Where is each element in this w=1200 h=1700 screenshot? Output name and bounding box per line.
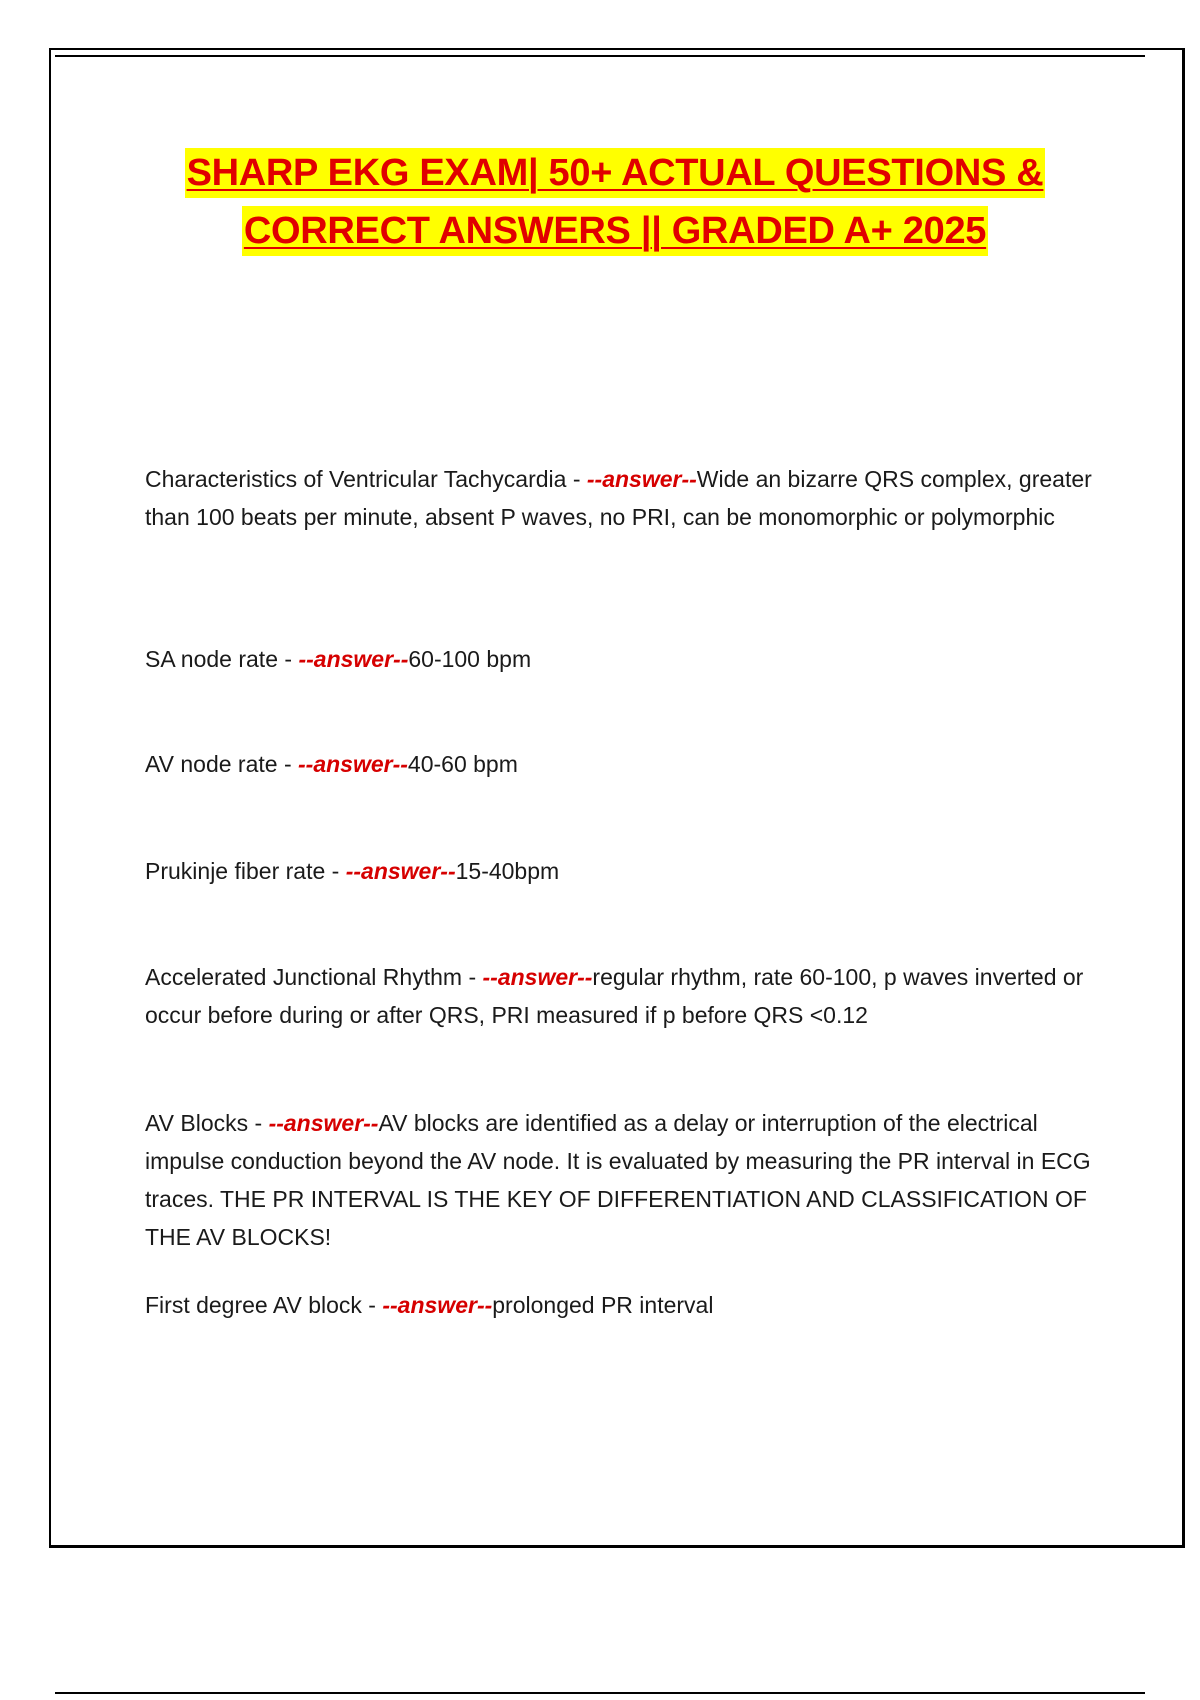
- question-text: Characteristics of Ventricular Tachycardia: [145, 466, 567, 492]
- question-text: Accelerated Junctional Rhythm: [145, 964, 463, 990]
- qa-item: [145, 852, 559, 890]
- answer-marker: --answer--: [382, 1292, 493, 1318]
- bottom-rule: [55, 1692, 1145, 1694]
- answer-marker: --answer--: [298, 646, 409, 672]
- question-text: SA node rate: [145, 646, 278, 672]
- qa-item: [145, 460, 1095, 536]
- answer-marker: --answer--: [482, 964, 593, 990]
- document-title: [60, 148, 1170, 264]
- qa-item: [145, 640, 531, 678]
- answer-text: Wide an bizarre QRS complex, greater than 100 beats per minute, absent P waves, no PRI, can be monomorphic or polymorphic: [145, 466, 1092, 530]
- separator: -: [278, 646, 299, 672]
- answer-marker: --answer--: [586, 466, 697, 492]
- question-text: Prukinje fiber rate: [145, 858, 326, 884]
- separator: -: [566, 466, 587, 492]
- answer-marker: --answer--: [345, 858, 456, 884]
- answer-text: 60-100 bpm: [408, 646, 532, 672]
- answer-marker: --answer--: [298, 751, 408, 777]
- question-text: AV node rate: [145, 751, 278, 777]
- answer-text: 40-60 bpm: [407, 751, 518, 777]
- qa-item: [145, 745, 518, 783]
- separator: -: [277, 751, 299, 777]
- title-line-1: SHARP EKG EXAM| 50+ ACTUAL QUESTIONS &: [185, 148, 1046, 198]
- separator: -: [325, 858, 346, 884]
- separator: -: [462, 964, 483, 990]
- title-line-2: CORRECT ANSWERS || GRADED A+ 2025: [242, 206, 988, 256]
- answer-text: 15-40bpm: [455, 858, 560, 884]
- qa-item: [145, 1104, 1095, 1256]
- answer-text: prolonged PR interval: [492, 1292, 714, 1318]
- answer-marker: --answer--: [268, 1110, 379, 1136]
- qa-item: [145, 1286, 713, 1324]
- qa-item: [145, 958, 1095, 1034]
- question-text: AV Blocks: [145, 1110, 249, 1136]
- answer-text: AV blocks are identified as a delay or interruption of the electrical impulse conduction beyond the AV node. It is evaluated by measuring the PR interval in ECG traces. THE PR INTERVAL IS THE KEY OF DIFFERENTIATION AND CLASSIFICATION OF THE AV BLOCKS!: [145, 1110, 1091, 1250]
- separator: -: [361, 1292, 383, 1318]
- separator: -: [248, 1110, 269, 1136]
- answer-text: regular rhythm, rate 60-100, p waves inverted or occur before during or after QRS, PRI measured if p before QRS <0.12: [145, 964, 1084, 1028]
- question-text: First degree AV block: [145, 1292, 362, 1318]
